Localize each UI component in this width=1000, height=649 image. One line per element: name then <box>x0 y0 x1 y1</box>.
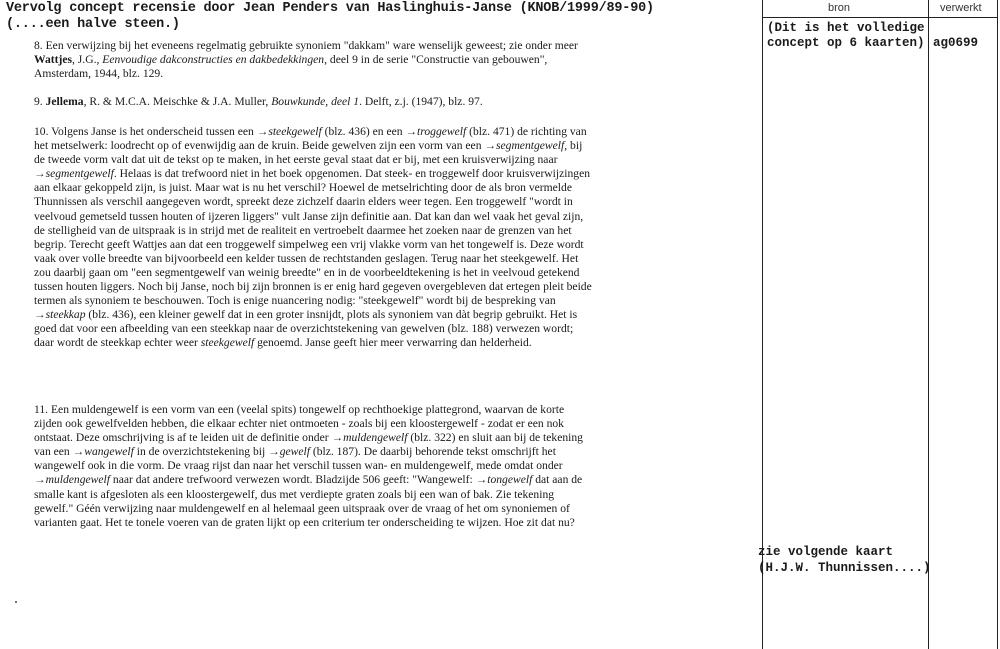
note-10 <box>34 125 594 351</box>
note-9-text: 9. Jellema, R. & M.C.A. Meischke & J.A. Muller, Bouwkunde, deel 1. Delft, z.j. (1947), blz. 97. <box>34 95 483 108</box>
card-column-divider <box>928 0 929 649</box>
card-code: ag0699 <box>933 36 979 50</box>
note-11-text: 11. Een muldengewelf is een vorm van een (veelal spits) tongewelf op rechthoekige plattegrond, waarvan de korte zijden ook gewelfvelden hebben, die elkaar echter niet ontmoeten - zoals bij een kloostergewelf - zodat er een nok ontstaat. Deze omschrijving is af te leiden uit de definitie onder →muldengewelf (blz. 322) en sluit aan bij de tekening van een →wangewelf in de overzichtstekening bij →gewelf (blz. 187). De daarbij behorende tekst omschrijft het wangewelf ook in die vorm. De vraag rijst dan naar het verschil tussen wan- en muldengewelf, mede omdat onder →muldengewelf naar dat andere trefwoord verwezen wordt. Bladzijde 506 geeft: "Wangewelf: →tongewelf dat aan de smalle kant is afgesloten als een kloostergewelf, dus met verdiepte graten zoals bij een wan of bak. Zie tekening gewelf." Géén verwijzing naar muldengewelf en al helemaal geen uitspraak over de vraag of het om synoniemen of varianten gaat. Het te tonele voeren van de graten lijkt op een criterium ter onderscheiding te wijzen. Hoe zit dat nu? <box>34 403 583 529</box>
column-verwerkt: verwerkt <box>940 2 982 14</box>
header-title: Vervolg concept recensie door Jean Penders van Haslinghuis-Janse (KNOB/1999/89-90) <box>6 1 654 16</box>
header-subtitle: (....een halve steen.) <box>6 17 180 32</box>
card-note-line2: concept op 6 kaarten) <box>767 36 925 50</box>
footer-next-card: zie volgende kaart <box>758 545 894 559</box>
card-right-border <box>997 0 998 649</box>
note-11 <box>34 403 594 530</box>
column-bron: bron <box>828 2 851 14</box>
footer-author: (H.J.W. Thunnissen....) <box>758 561 931 575</box>
stray-dot <box>15 601 17 603</box>
note-8 <box>34 39 594 81</box>
card-header-rule <box>762 17 998 18</box>
note-8-text: 8. Een verwijzing bij het eveneens regelmatig gebruikte synoniem "dakkam" ware wenselijk geweest; zie onder meer Wattjes, J.G., Eenvoudige dakconstructies en dakbedekkingen, deel 9 in de serie "Constructie van gebouwen", Amsterdam, 1944, blz. 129. <box>34 39 578 81</box>
note-10-text: 10. Volgens Janse is het onderscheid tussen een →steekgewelf (blz. 436) en een →troggewelf (blz. 471) de richting van het metselwerk: loodrecht op of evenwijdig aan de kruin. Beide gewelven zijn een vorm van een →segmentgewelf, bij de tweede vorm valt dat uit de tekst op te maken, in het eerste geval staat dat er bij, met een kruisverwijzing naar →segmentgewelf. Helaas is dat trefwoord niet in het boek opgenomen. Dat steek- en troggewelf door kruisverwijzingen aan elkaar gekoppeld zijn, is juist. Maar wat is nu het verschil? Hoewel de metselrichting door de als bron vermelde Thunnissen als verschil aangegeven wordt, spreekt deze zichzelf daarin elders weer tegen. Een troggewelf "wordt in veelvoud gemetseld tussen houten of ijzeren liggers" vult Janse zijn definitie aan. Dat kan dan wel vaak het geval zijn, de stelligheid van de uitspraak is in strijd met de realiteit en vertroebelt daarmee het zoeken naar de grenzen van het begrip. Terecht geeft Wattjes aan dat een troggewelf simpelweg een vrij vlakke vorm van het tongewelf is. Deze wordt vaak over volle breedte van bijvoorbeeld een kelder tussen de rechtstanden geslagen. Terug naar het steekgewelf. Het zou daarbij gaan om "een segmentgewelf van weinig breedte" en in de voorbeeldtekening is het in veelvoud getekend tussen houten liggers. Noch bij Janse, noch bij zijn bronnen is er enig hard gegeven overgebleven dat ertegen pleit beide termen als synoniem te beschouwen. Toch is enige nuancering nodig: "steekgewelf" wordt bij de bespreking van →steekkap (blz. 436), een kleiner gewelf dat in een groter insnijdt, plots als synoniem van dàt begrip gebruikt. Het is goed dat voor een afbeelding van een steekkap naar de overzichtstekening van gewelven (blz. 188) verwezen wordt; daar wordt de steekkap echter weer steekgewelf genoemd. Janse geeft hier meer verwarring dan helderheid. <box>34 125 592 350</box>
note-9 <box>34 95 594 109</box>
card-note-line1: (Dit is het volledige <box>767 21 925 35</box>
